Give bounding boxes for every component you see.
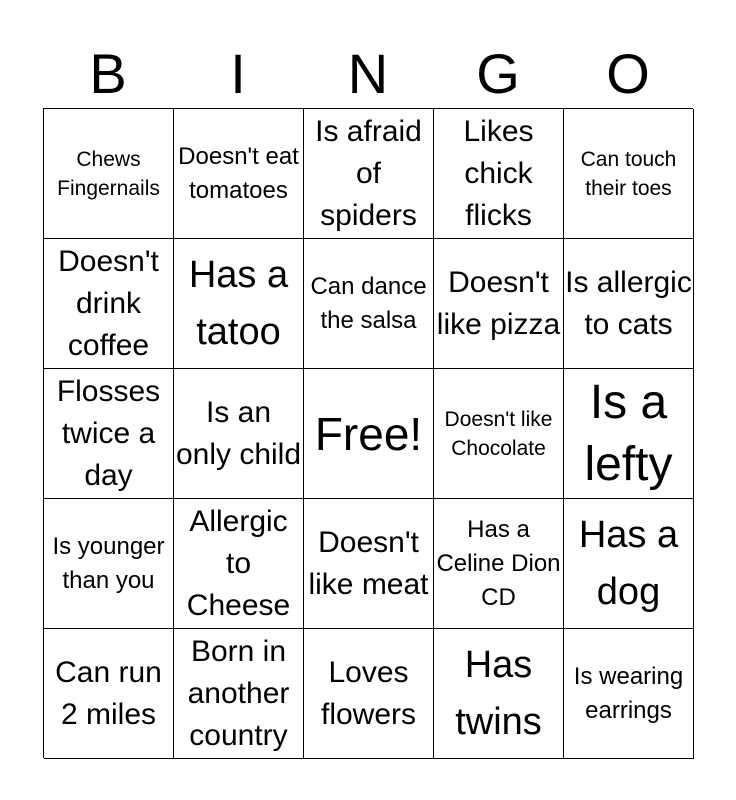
square-text: Doesn't like Chocolate [444, 407, 553, 460]
square-text: Is younger than you [52, 532, 165, 594]
square-text: Free! [314, 407, 423, 460]
bingo-square[interactable] [174, 629, 304, 759]
square-text: Flosses twice a day [56, 374, 161, 492]
header-letter-i: I [230, 42, 246, 105]
square-text: Chews Fingernails [57, 147, 160, 200]
bingo-square[interactable] [434, 109, 564, 239]
bingo-square[interactable] [434, 629, 564, 759]
square-text: Is a lefty [584, 375, 673, 491]
bingo-square[interactable] [174, 109, 304, 239]
square-text: Doesn't like pizza [436, 265, 561, 341]
bingo-square[interactable] [44, 239, 174, 369]
bingo-square[interactable] [44, 499, 174, 629]
square-text: Can touch their toes [580, 147, 677, 200]
bingo-square[interactable] [434, 499, 564, 629]
bingo-square[interactable] [434, 239, 564, 369]
bingo-square[interactable] [304, 109, 434, 239]
square-text: Can run 2 miles [55, 655, 162, 731]
bingo-square[interactable] [564, 499, 694, 629]
square-text: Likes chick flicks [463, 114, 534, 232]
bingo-square[interactable] [174, 499, 304, 629]
bingo-square[interactable] [304, 239, 434, 369]
bingo-square[interactable] [564, 109, 694, 239]
bingo-card [43, 108, 693, 758]
square-text: Born in another country [187, 634, 290, 752]
square-text: Has a Celine Dion CD [436, 515, 561, 611]
bingo-square[interactable] [304, 629, 434, 759]
square-text: Is allergic to cats [565, 265, 692, 341]
square-text: Allergic to Cheese [186, 504, 291, 622]
bingo-square[interactable] [434, 369, 564, 499]
bingo-square[interactable] [564, 629, 694, 759]
header-letter-g: G [476, 42, 520, 105]
bingo-square[interactable] [44, 109, 174, 239]
square-text: Doesn't like meat [308, 525, 429, 601]
bingo-square[interactable] [564, 369, 694, 499]
square-text: Doesn't drink coffee [58, 244, 159, 362]
header-letter-b: B [89, 42, 127, 105]
bingo-square[interactable] [44, 369, 174, 499]
square-text: Has a tatoo [188, 253, 289, 353]
square-text: Has twins [455, 643, 542, 743]
header-letter-n: N [347, 42, 389, 105]
square-text: Is an only child [175, 395, 302, 471]
square-text: Has a dog [578, 513, 679, 613]
bingo-header [43, 40, 693, 108]
square-text: Loves flowers [320, 655, 417, 731]
bingo-square[interactable] [174, 239, 304, 369]
bingo-square[interactable] [44, 629, 174, 759]
header-letter-o: O [606, 42, 650, 105]
square-text: Doesn't eat tomatoes [178, 142, 299, 204]
free-square[interactable] [304, 369, 434, 499]
bingo-square[interactable] [304, 499, 434, 629]
bingo-square[interactable] [174, 369, 304, 499]
bingo-square[interactable] [564, 239, 694, 369]
square-text: Can dance the salsa [310, 272, 427, 334]
square-text: Is wearing earrings [573, 662, 684, 724]
square-text: Is afraid of spiders [315, 114, 422, 232]
